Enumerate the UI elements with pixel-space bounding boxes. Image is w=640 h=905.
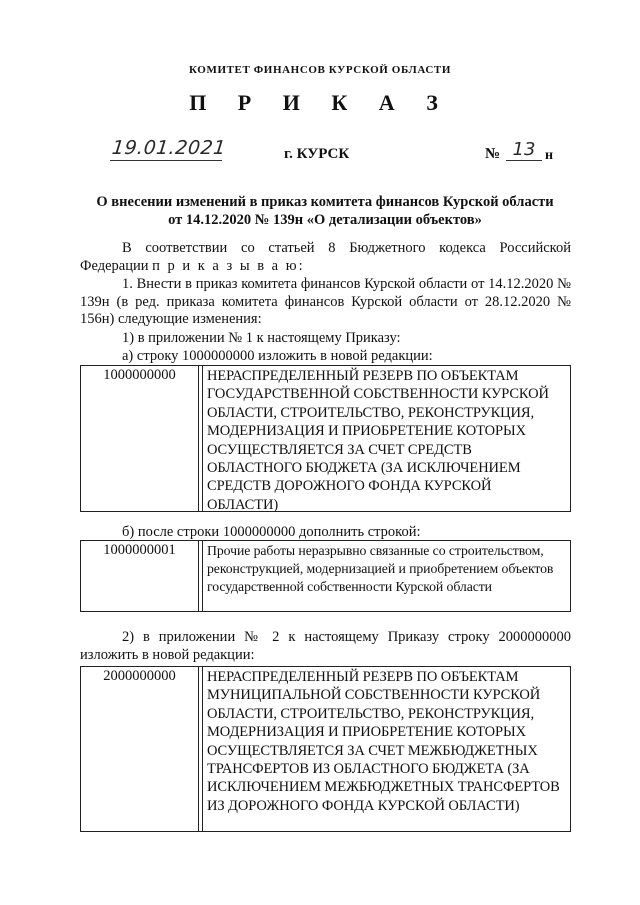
item-1-2-text: 2) в приложении № 2 к настоящему Приказу строку 2000000000 изложить в новой редакции: [80,629,571,663]
item-1-1a-text: а) строку 1000000000 изложить в новой редакции: [122,348,433,364]
heading-line-1: О внесении изменений в приказ комитета финансов Курской области [96,194,554,210]
item-1-1-paragraph [80,330,571,348]
row-code: 1000000000 [81,366,199,511]
row-description: Прочие работы неразрывно связанные со строительством, реконструкцией, модернизацией и приобретением объектов государственной собственности Курской области [207,543,554,595]
number-underline [506,160,542,161]
number-sign: № [485,146,501,162]
row-description: НЕРАСПРЕДЕЛЕННЫЙ РЕЗЕРВ ПО ОБЪЕКТАМ ГОСУДАРСТВЕННОЙ СОБСТВЕННОСТИ КУРСКОЙ ОБЛАСТИ, СТРОИТЕЛЬСТВО, РЕКОНСТРУКЦИЯ, МОДЕРНИЗАЦИЯ И ПРИОБРЕТЕНИЕ КОТОРЫХ ОСУЩЕСТВЛЯЕТСЯ ЗА СЧЕТ СРЕДСТВ ОБЛАСТНОГО БЮДЖЕТА (ЗА ИСКЛЮЧЕНИЕМ СРЕДСТВ ДОРОЖНОГО ФОНДА КУРСКОЙ ОБЛАСТИ) [207,368,549,513]
item-1-text: 1. Внести в приказ комитета финансов Курской области от 14.12.2020 № 139н (в ред. приказа комитета финансов Курской области от 28.12.2020 № 156н) следующие изменения: [80,276,571,327]
item-1-1b-text: б) после строки 1000000000 дополнить строкой: [122,524,421,540]
row-code: 1000000001 [81,541,199,611]
item-1-1b-paragraph [80,524,571,542]
table-row-2000000000 [80,666,571,832]
date-underline [110,160,222,161]
item-1-2-paragraph [80,629,571,664]
city: г. КУРСК [284,146,350,162]
order-title: П Р И К А З [189,90,451,115]
heading-line-2: от 14.12.2020 № 139н «О детализации объектов» [168,212,482,228]
table-row-1000000001 [80,540,571,612]
intro-paragraph [80,240,571,275]
table-row-1000000000 [80,365,571,512]
handwritten-number: 13 [512,139,536,160]
row-description: НЕРАСПРЕДЕЛЕННЫЙ РЕЗЕРВ ПО ОБЪЕКТАМ МУНИЦИПАЛЬНОЙ СОБСТВЕННОСТИ КУРСКОЙ ОБЛАСТИ, СТРОИТЕЛЬСТВО, РЕКОНСТРУКЦИЯ, МОДЕРНИЗАЦИЯ И ПРИОБРЕТЕНИЕ КОТОРЫХ ОСУЩЕСТВЛЯЕТСЯ ЗА СЧЕТ МЕЖБЮДЖЕТНЫХ ТРАНСФЕРТОВ ИЗ ОБЛАСТНОГО БЮДЖЕТА (ЗА ИСКЛЮЧЕНИЕМ МЕЖБЮДЖЕТНЫХ ТРАНСФЕРТОВ ИЗ ДОРОЖНОГО ФОНДА КУРСКОЙ ОБЛАСТИ) [207,669,560,814]
item-1-paragraph [80,276,571,329]
order-word: п р и к а з ы в а ю: [152,257,305,274]
document-heading [70,193,580,229]
item-1-1-text: 1) в приложении № 1 к настоящему Приказу: [122,330,401,346]
number-suffix: н [545,148,554,163]
committee-name: КОМИТЕТ ФИНАНСОВ КУРСКОЙ ОБЛАСТИ [189,64,451,76]
row-code: 2000000000 [81,667,199,831]
handwritten-date: 19.01.2021 [110,137,227,159]
intro-text: В соответствии со статьей 8 Бюджетного кодекса Российской Федерации [80,240,571,274]
item-1-1a-paragraph [80,348,571,366]
